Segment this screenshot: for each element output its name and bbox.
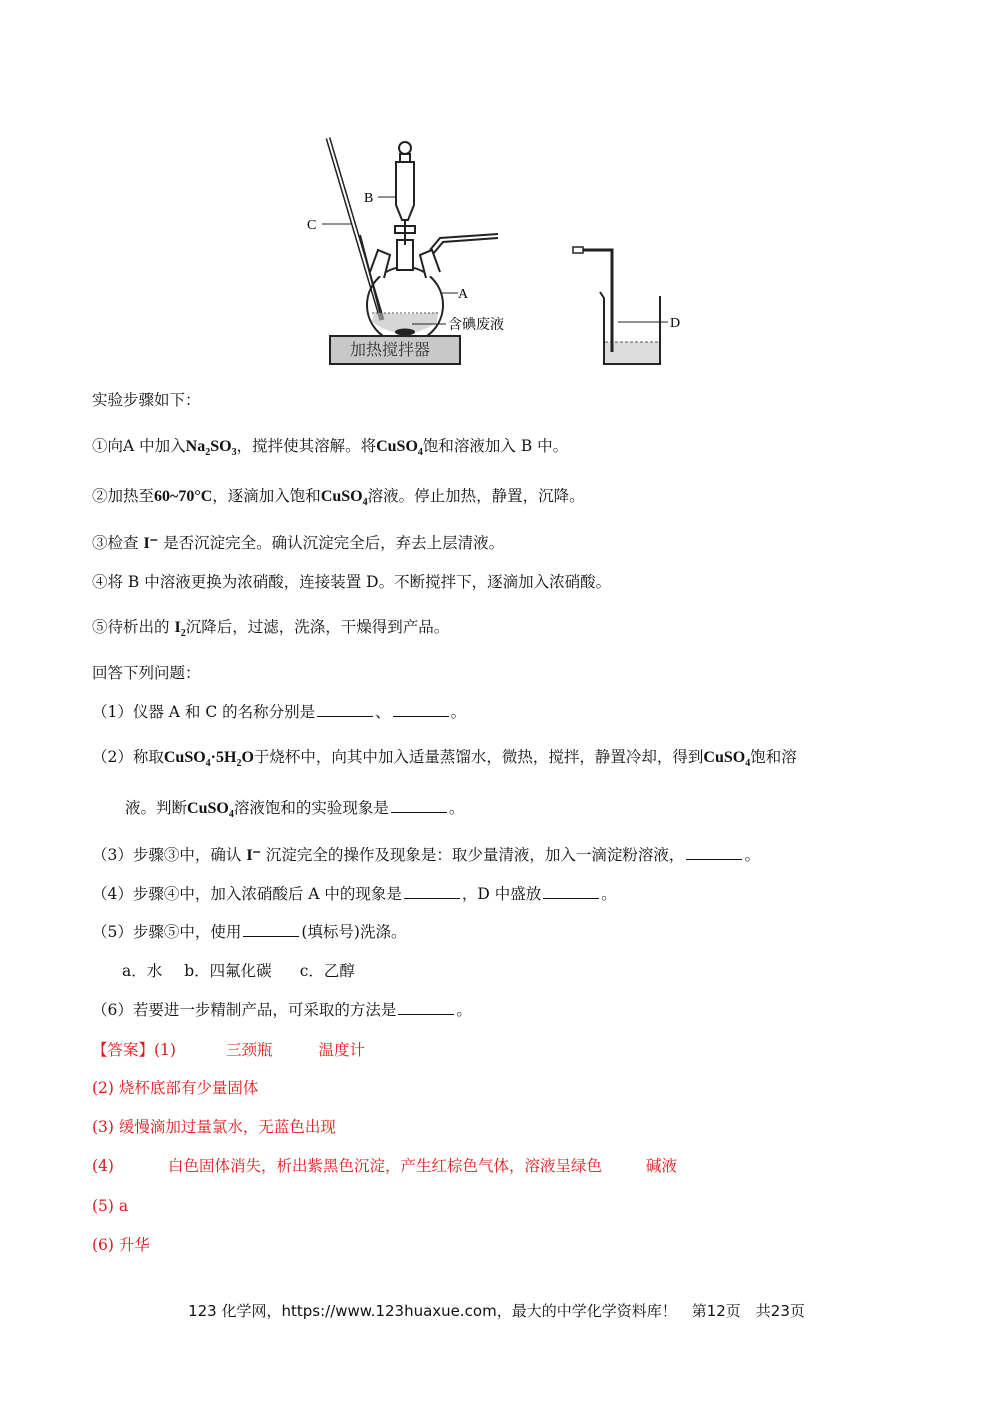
label-a: A — [458, 287, 469, 302]
answer-blank[interactable] — [686, 845, 742, 860]
answer-blank[interactable] — [317, 702, 373, 717]
answer-4: (4) 白色固体消失，析出紫黑色沉淀，产生红棕色气体，溶液呈绿色 碱液 — [92, 1157, 677, 1175]
step-5: ⑤待析出的 $I_2$沉降后，过滤，洗涤，干燥得到产品。 — [92, 618, 450, 639]
answer-5: (5) a — [92, 1197, 129, 1215]
answer-6: (6) 升华 — [92, 1236, 150, 1254]
question-2: （2）称取$CuSO_4\cdot 5H_2O$于烧杯中，向其中加入适量蒸馏水，微热，搅拌，静置冷却，得到CuSO$_4$饱和溶 — [92, 748, 797, 769]
question-3: （3）步骤③中，确认 I⁻ 沉淀完全的操作及现象是：取少量清液，加入一滴淀粉溶液， 。 — [92, 846, 760, 864]
step-2: ②加热至60~70°C，逐滴加入饱和CuSO$_4$溶液。停止加热，静置，沉降。 — [92, 487, 585, 508]
label-b: B — [364, 191, 374, 206]
answer-1: 【答案】(1) 三颈瓶 温度计 — [92, 1041, 365, 1059]
question-5-options: a．水 b．四氟化碳 c．乙醇 — [122, 962, 355, 980]
label-c: C — [307, 218, 317, 233]
question-6: （6）若要进一步精制产品，可采取的方法是 。 — [92, 1001, 472, 1019]
answer-blank[interactable] — [404, 884, 460, 899]
answer-blank[interactable] — [543, 884, 599, 899]
page-footer: 123 化学网，https://www.123huaxue.com，最大的中学化学资料库！ 第12页 共23页 — [188, 1302, 805, 1320]
question-1: （1）仪器 A 和 C 的名称分别是 、 。 — [92, 703, 467, 721]
label-waste: 含碘废液 — [448, 318, 504, 333]
beaker-d — [573, 247, 660, 364]
answer-blank[interactable] — [391, 798, 447, 813]
questions-heading: 回答下列问题： — [92, 664, 201, 682]
answer-2: (2) 烧杯底部有少量固体 — [92, 1079, 259, 1097]
question-2-cont: 液。判断CuSO$_4$溶液饱和的实验现象是 。 — [125, 799, 465, 820]
label-d: D — [670, 316, 681, 331]
question-5: （5）步骤⑤中，使用 (填标号)洗涤。 — [92, 923, 407, 941]
apparatus-figure — [300, 130, 720, 375]
step-3: ③检查 I⁻ 是否沉淀完全。确认沉淀完全后，弃去上层清液。 — [92, 534, 505, 552]
dropping-funnel-b — [395, 142, 415, 245]
label-stirrer: 加热搅拌器 — [350, 342, 431, 359]
thermometer-c — [328, 138, 382, 320]
step-4: ④将 B 中溶液更换为浓硝酸，连接装置 D。不断搅拌下，逐滴加入浓硝酸。 — [92, 573, 612, 591]
answer-blank[interactable] — [243, 922, 299, 937]
answer-3: (3) 缓慢滴加过量氯水，无蓝色出现 — [92, 1118, 336, 1136]
steps-heading: 实验步骤如下： — [92, 391, 201, 409]
question-4: （4）步骤④中，加入浓硝酸后 A 中的现象是 ，D 中盛放 。 — [92, 885, 617, 903]
answer-blank[interactable] — [393, 702, 449, 717]
answer-blank[interactable] — [398, 1000, 454, 1015]
step-1: ①向A 中加入$Na_2SO_3$，搅拌使其溶解。将CuSO$_4$饱和溶液加入 B 中。 — [92, 437, 569, 458]
